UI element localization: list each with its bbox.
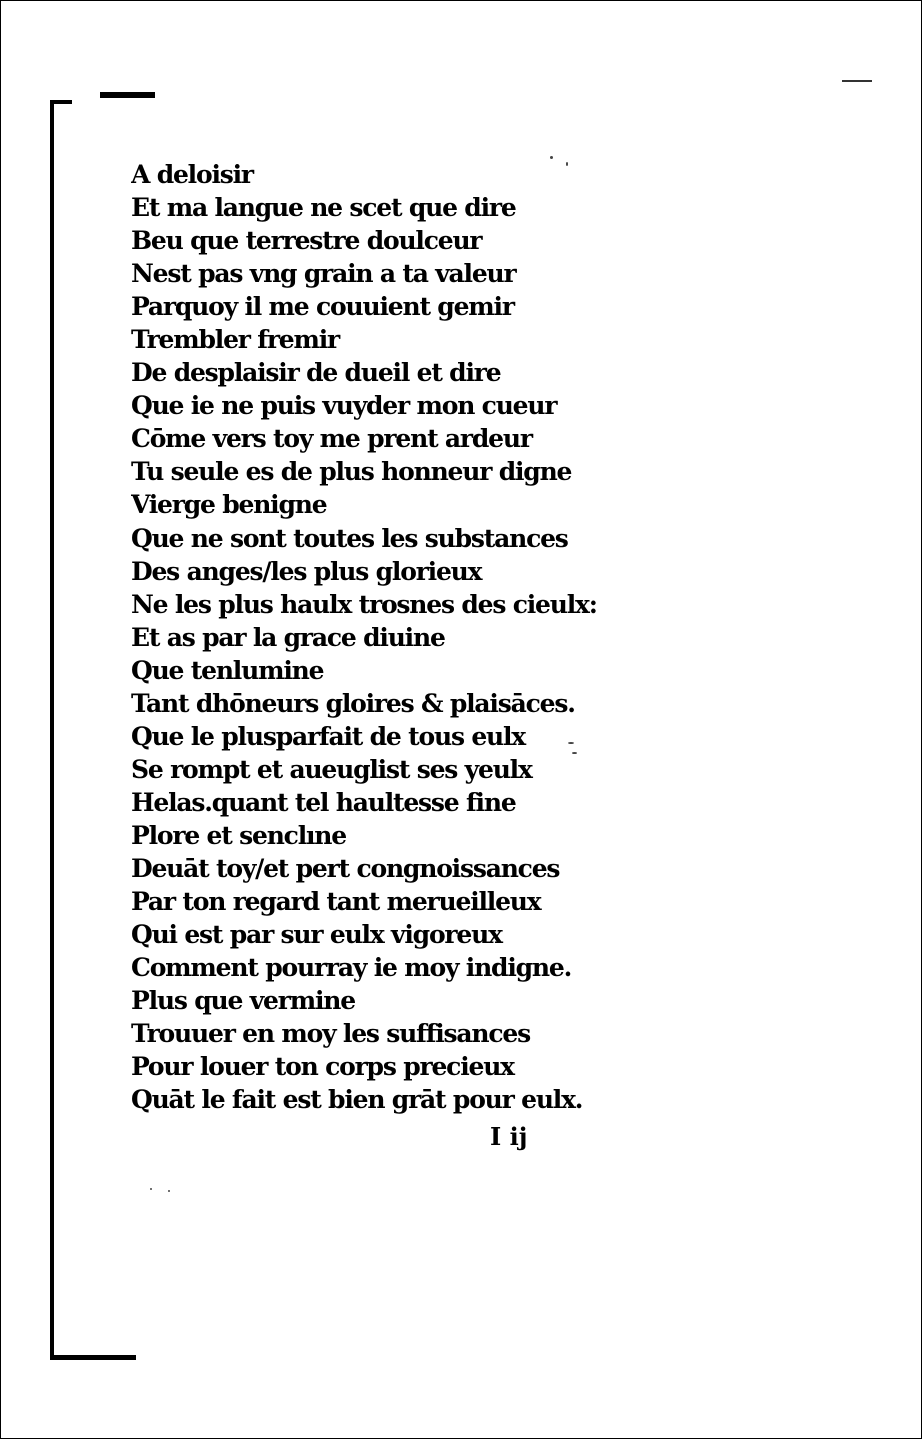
verse-line: Vierge benigne <box>131 490 327 520</box>
verse-line: Plus que vermine <box>131 986 355 1016</box>
ink-speck <box>150 1188 152 1190</box>
verse-line: Que tenlumine <box>131 655 324 685</box>
verse-line: Quāt le fait est bien grāt pour eulx. <box>131 1085 583 1115</box>
verse-line: Se rompt et aueuglist ses yeulx <box>131 754 532 784</box>
verse-text-block <box>131 158 601 1116</box>
corner-ink-mark <box>842 80 872 82</box>
verse-line: Trouuer en moy les suffisances <box>131 1019 530 1049</box>
verse-line: Comment pourray ie moy indigne. <box>131 953 572 983</box>
verse-line: Beu que terrestre doulceur <box>131 226 482 256</box>
verse-line: Que ie ne puis vuyder mon cueur <box>131 391 557 421</box>
verse-line: Ne les plus haulx trosnes des cieulx: <box>131 589 597 619</box>
verse-line: Qui est par sur eulx vigoreux <box>131 920 502 950</box>
top-ink-mark <box>100 92 155 98</box>
verse-line: Par ton regard tant merueilleux <box>131 887 541 917</box>
verse-line: Deuāt toy/et pert congnoissances <box>131 853 560 883</box>
left-margin-rule <box>50 100 54 1360</box>
top-corner-tick <box>50 100 72 104</box>
verse-line: Que ne sont toutes les substances <box>131 523 568 553</box>
verse-line: Plore et senclıne <box>131 820 346 850</box>
verse-line: Et ma langue ne scet que dire <box>131 193 516 223</box>
verse-line: Nest pas vng grain a ta valeur <box>131 259 516 289</box>
verse-line: Et as par la grace diuine <box>131 622 445 652</box>
signature-mark: I ij <box>490 1122 528 1151</box>
verse-line: Tu seule es de plus honneur digne <box>131 457 572 487</box>
verse-line: Des anges/les plus glorieux <box>131 556 482 586</box>
verse-line: A deloisir <box>131 160 253 189</box>
verse-line: Helas.quant tel haultesse fine <box>131 787 516 817</box>
ink-speck <box>168 1190 170 1192</box>
verse-line: Parquoy il me couuient gemir <box>131 292 514 322</box>
bottom-margin-rule <box>50 1355 136 1360</box>
verse-line: De desplaisir de dueil et dire <box>131 358 501 388</box>
verse-line: Tant dhōneurs gloires & plaisāces. <box>131 688 575 718</box>
verse-line: Pour louer ton corps precieux <box>131 1052 514 1082</box>
verse-line: Trembler fremir <box>131 325 340 355</box>
verse-line: Que le plusparfait de tous eulx <box>131 721 526 751</box>
verse-line: Cōme vers toy me prent ardeur <box>131 424 532 454</box>
